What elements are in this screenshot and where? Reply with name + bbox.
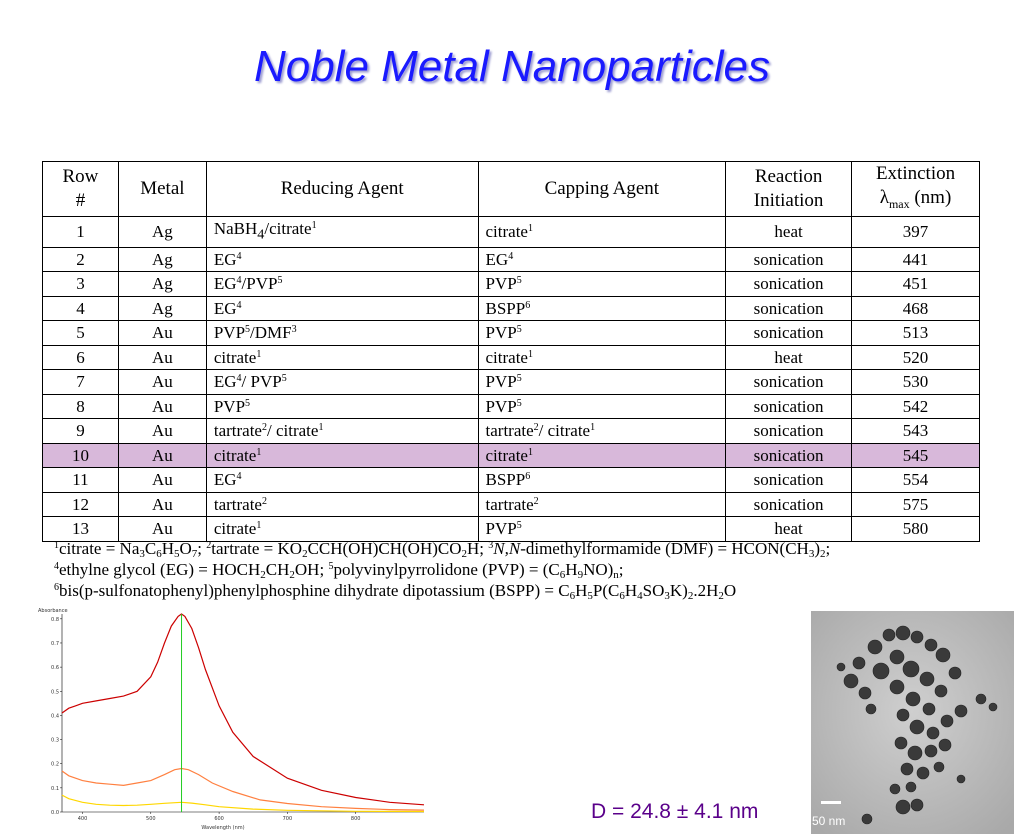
- y-tick-label: 0.6: [51, 665, 59, 672]
- cell-extinction: 575: [852, 492, 980, 517]
- cell-extinction: 545: [852, 443, 980, 468]
- absorbance-spectrum-chart: [36, 606, 428, 832]
- header-capping-agent: Capping Agent: [478, 162, 726, 217]
- cell-initiation: sonication: [726, 443, 852, 468]
- table-row: [43, 272, 980, 297]
- header-reaction-initiation: Reaction Initiation: [726, 162, 852, 217]
- cell-initiation: sonication: [726, 247, 852, 272]
- text-segment: ;: [825, 539, 831, 558]
- text-segment: polyvinylpyrrolidone (PVP) = (C: [333, 560, 560, 579]
- text-segment: EG: [213, 249, 237, 269]
- nanoparticle-table: [42, 161, 980, 542]
- cell-capping-agent: [478, 419, 726, 444]
- cell-initiation: sonication: [726, 296, 852, 321]
- cell-extinction: 441: [852, 247, 980, 272]
- cell-metal: Au: [118, 492, 206, 517]
- cell-extinction: 543: [852, 419, 980, 444]
- cell-row-number: 4: [43, 296, 119, 321]
- text-segment: tartrate: [485, 494, 534, 514]
- footnote-ref: 1: [256, 348, 262, 360]
- text-segment: EG: [213, 274, 237, 294]
- cell-reducing-agent: [206, 296, 478, 321]
- scale-bar: [821, 801, 841, 804]
- text-segment: PVP: [213, 396, 246, 416]
- cell-capping-agent: [478, 370, 726, 395]
- text-segment: H: [575, 581, 588, 600]
- cell-reducing-agent: [206, 321, 478, 346]
- footnote-ref: 5: [245, 397, 251, 409]
- footnote-ref: 4: [236, 275, 242, 287]
- text-segment: / citrate: [538, 421, 591, 441]
- footnote-ref: 4: [54, 561, 59, 572]
- cell-row-number: 7: [43, 370, 119, 395]
- text-segment: EG: [213, 372, 237, 392]
- text-segment: NO): [583, 560, 614, 579]
- text-segment: OH;: [294, 560, 329, 579]
- cell-metal: Au: [118, 419, 206, 444]
- table-row: [43, 419, 980, 444]
- text-segment: ethylne glycol (EG) = HOCH: [59, 560, 261, 579]
- spectrum-line: [62, 614, 424, 805]
- y-tick-label: 0.3: [51, 737, 59, 744]
- cell-extinction: 451: [852, 272, 980, 297]
- text-segment: EG: [485, 249, 509, 269]
- text-segment: citrate: [213, 347, 257, 367]
- footnote-ref: 1: [311, 219, 317, 231]
- table-row: [43, 247, 980, 272]
- header-row-number: Row #: [43, 162, 119, 217]
- text-segment: bis(p-sulfonatophenyl)phenylphosphine dihydrate dipotassium (BSPP) = C: [59, 581, 570, 600]
- slide-title: Noble Metal Nanoparticles: [253, 42, 771, 91]
- footnote-ref: 2: [261, 495, 267, 507]
- subscript: 6: [619, 590, 625, 602]
- text-segment: CH: [265, 560, 290, 579]
- text-segment: PVP: [485, 274, 517, 294]
- text-segment: PVP: [485, 396, 517, 416]
- text-segment: ): [814, 539, 821, 558]
- text-segment: tartrate: [213, 421, 262, 441]
- cell-initiation: sonication: [726, 272, 852, 297]
- subscript: 6: [559, 569, 566, 581]
- footnote-ref: 5: [245, 324, 251, 336]
- cell-reducing-agent: [206, 272, 478, 297]
- footnotes: [54, 538, 830, 601]
- subscript: 2: [302, 548, 308, 560]
- y-tick-label: 0.2: [51, 761, 59, 768]
- subscript: n: [613, 569, 619, 581]
- cell-capping-agent: [478, 247, 726, 272]
- footnote-ref: 4: [236, 471, 242, 483]
- diameter-label: D = 24.8 ± 4.1 nm: [591, 800, 759, 823]
- footnote-ref: 1: [590, 422, 596, 434]
- y-tick-label: 0.7: [51, 640, 59, 647]
- cell-extinction: 513: [852, 321, 980, 346]
- subscript: 6: [569, 590, 576, 602]
- x-tick-label: 400: [77, 816, 88, 822]
- cell-row-number: 12: [43, 492, 119, 517]
- cell-capping-agent: [478, 443, 726, 468]
- cell-extinction: 580: [852, 517, 980, 542]
- footnote-ref: 1: [527, 222, 533, 234]
- cell-extinction: 397: [852, 216, 980, 247]
- cell-extinction: 468: [852, 296, 980, 321]
- text-segment: -dimethylformamide (DMF) = HCON(CH: [520, 539, 809, 558]
- cell-row-number: 10: [43, 443, 119, 468]
- text-segment: K): [669, 581, 688, 600]
- cell-metal: Ag: [118, 216, 206, 247]
- cell-reducing-agent: [206, 492, 478, 517]
- footnote-ref: 5: [277, 275, 283, 287]
- x-tick-label: 700: [282, 816, 293, 822]
- cell-reducing-agent: [206, 419, 478, 444]
- text-segment: /PVP: [241, 274, 278, 294]
- cell-reducing-agent: [206, 345, 478, 370]
- text-segment: BSPP: [485, 470, 526, 490]
- footnote-ref: 3: [488, 540, 494, 551]
- cell-extinction: 542: [852, 394, 980, 419]
- y-axis-label: Absorbance: [38, 608, 68, 614]
- cell-row-number: 5: [43, 321, 119, 346]
- cell-metal: Ag: [118, 296, 206, 321]
- footnote-line-2: [54, 559, 830, 580]
- x-axis-label: Wavelength (nm): [201, 825, 245, 831]
- cell-extinction: 554: [852, 468, 980, 493]
- subscript: 5: [174, 548, 180, 560]
- y-tick-label: 0.1: [51, 785, 59, 792]
- footnote-ref: 1: [256, 446, 262, 458]
- footnote-ref: 2: [533, 495, 539, 507]
- cell-row-number: 11: [43, 468, 119, 493]
- text-segment: PVP: [213, 323, 246, 343]
- text-segment: PVP: [485, 519, 517, 539]
- text-segment: tartrate: [485, 421, 534, 441]
- text-segment: H: [565, 560, 578, 579]
- cell-row-number: 9: [43, 419, 119, 444]
- text-segment: SO: [642, 581, 665, 600]
- cell-row-number: 8: [43, 394, 119, 419]
- cell-initiation: sonication: [726, 492, 852, 517]
- cell-metal: Au: [118, 468, 206, 493]
- cell-initiation: sonication: [726, 394, 852, 419]
- footnote-line-1: [54, 538, 830, 559]
- text-segment: H;: [467, 539, 489, 558]
- y-tick-label: 0.4: [51, 713, 59, 720]
- text-segment: EG: [213, 470, 237, 490]
- cell-capping-agent: [478, 492, 726, 517]
- text-segment: citrate = Na: [59, 539, 140, 558]
- subscript: 3: [139, 548, 145, 560]
- table-row: [43, 345, 980, 370]
- subscript: 6: [156, 548, 162, 560]
- tem-particles-image: [811, 611, 1014, 834]
- table-row: [43, 370, 980, 395]
- footnote-ref: 2: [261, 422, 267, 434]
- cell-reducing-agent: [206, 247, 478, 272]
- cell-metal: Au: [118, 443, 206, 468]
- table-row: [43, 468, 980, 493]
- text-segment: ;: [618, 560, 624, 579]
- cell-reducing-agent: [206, 370, 478, 395]
- scale-label: 50 nm: [812, 814, 846, 828]
- cell-metal: Au: [118, 394, 206, 419]
- cell-metal: Ag: [118, 272, 206, 297]
- cell-reducing-agent: [206, 468, 478, 493]
- text-segment: O: [179, 539, 192, 558]
- footnote-ref: 5: [516, 520, 522, 532]
- text-segment: .2H: [693, 581, 719, 600]
- subscript: 2: [718, 590, 724, 602]
- subscript: 4: [257, 226, 265, 243]
- cell-initiation: sonication: [726, 321, 852, 346]
- cell-extinction: 520: [852, 345, 980, 370]
- cell-initiation: heat: [726, 216, 852, 247]
- subscript: 2: [461, 548, 468, 560]
- text-segment: citrate: [485, 445, 528, 465]
- text-segment: citrate: [213, 519, 257, 539]
- table-row: [43, 492, 980, 517]
- cell-initiation: sonication: [726, 468, 852, 493]
- cell-reducing-agent: [206, 216, 478, 247]
- text-segment: citrate: [213, 445, 257, 465]
- text-segment: N,N: [493, 539, 521, 558]
- footnote-ref: 5: [516, 397, 522, 409]
- footnote-ref: 1: [527, 348, 533, 360]
- x-tick-label: 600: [214, 816, 224, 822]
- cell-metal: Ag: [118, 247, 206, 272]
- cell-initiation: heat: [726, 517, 852, 542]
- header-metal: Metal: [118, 162, 206, 217]
- text-segment: ;: [197, 539, 207, 558]
- table-row: [43, 216, 980, 247]
- text-segment: /citrate: [264, 218, 312, 238]
- cell-initiation: sonication: [726, 370, 852, 395]
- footnote-ref: 3: [291, 324, 297, 336]
- cell-capping-agent: [478, 296, 726, 321]
- text-segment: CCH(OH)CH(OH)CO: [307, 539, 462, 558]
- footnote-ref: 1: [256, 520, 262, 532]
- text-segment: citrate: [485, 347, 528, 367]
- footnote-ref: 4: [508, 250, 514, 262]
- cell-row-number: 1: [43, 216, 119, 247]
- text-segment: EG: [213, 298, 237, 318]
- text-segment: /DMF: [250, 323, 292, 343]
- cell-row-number: 6: [43, 345, 119, 370]
- footnote-ref: 6: [54, 582, 59, 593]
- subscript: 2: [260, 569, 266, 581]
- y-tick-label: 0.8: [51, 616, 59, 623]
- table-row: [43, 443, 980, 468]
- text-segment: H: [161, 539, 175, 558]
- footnote-ref: 5: [516, 324, 522, 336]
- subscript: 4: [637, 590, 643, 602]
- text-segment: P(C: [592, 581, 620, 600]
- text-segment: tartrate = KO: [211, 539, 303, 558]
- cell-capping-agent: [478, 345, 726, 370]
- text-segment: / PVP: [241, 372, 282, 392]
- cell-reducing-agent: [206, 394, 478, 419]
- subscript: 3: [808, 548, 815, 560]
- text-segment: NaBH: [213, 218, 258, 238]
- x-tick-label: 800: [350, 816, 361, 822]
- subscript: 9: [577, 569, 584, 581]
- subscript: 2: [687, 590, 694, 602]
- subscript: 3: [664, 590, 670, 602]
- footnote-ref: 4: [236, 250, 242, 262]
- cell-metal: Au: [118, 370, 206, 395]
- table-body: [43, 216, 980, 541]
- cell-metal: Au: [118, 517, 206, 542]
- text-segment: BSPP: [485, 298, 526, 318]
- text-segment: / citrate: [266, 421, 319, 441]
- footnote-ref: 6: [525, 299, 531, 311]
- header-reducing-agent: Reducing Agent: [206, 162, 478, 217]
- footnote-ref: 2: [206, 540, 212, 551]
- footnote-ref: 1: [527, 446, 533, 458]
- footnote-ref: 6: [525, 471, 531, 483]
- text-segment: tartrate: [213, 494, 262, 514]
- header-extinction: Extinction $\lambda_{max}$ (nm): [852, 162, 980, 217]
- subscript: 2: [820, 548, 826, 560]
- subscript: 5: [587, 590, 593, 602]
- text-segment: citrate: [485, 221, 528, 241]
- table-row: [43, 321, 980, 346]
- footnote-ref: 5: [516, 275, 522, 287]
- cell-metal: Au: [118, 345, 206, 370]
- cell-row-number: 2: [43, 247, 119, 272]
- cell-initiation: heat: [726, 345, 852, 370]
- footnote-ref: 5: [516, 373, 522, 385]
- cell-initiation: sonication: [726, 419, 852, 444]
- footnote-ref: 5: [328, 561, 334, 572]
- cell-capping-agent: [478, 394, 726, 419]
- y-tick-label: 0.0: [51, 810, 59, 816]
- table-row: [43, 296, 980, 321]
- text-segment: PVP: [485, 372, 517, 392]
- cell-row-number: 3: [43, 272, 119, 297]
- table-header: [43, 162, 980, 217]
- text-segment: H: [624, 581, 638, 600]
- cell-extinction: 530: [852, 370, 980, 395]
- cell-row-number: 13: [43, 517, 119, 542]
- footnote-ref: 4: [236, 373, 242, 385]
- footnote-ref: 2: [533, 422, 539, 434]
- footnote-ref: 1: [318, 422, 324, 434]
- table-row: [43, 394, 980, 419]
- cell-capping-agent: [478, 216, 726, 247]
- footnote-ref: 1: [54, 540, 59, 551]
- cell-capping-agent: [478, 272, 726, 297]
- text-segment: PVP: [485, 323, 517, 343]
- tem-micrograph: [811, 611, 1014, 834]
- text-segment: O: [723, 581, 737, 600]
- cell-metal: Au: [118, 321, 206, 346]
- footnote-ref: 5: [281, 373, 287, 385]
- footnote-ref: 4: [236, 299, 242, 311]
- spectrum-line: [62, 769, 424, 811]
- cell-reducing-agent: [206, 443, 478, 468]
- cell-capping-agent: [478, 468, 726, 493]
- subscript: 7: [191, 548, 198, 560]
- text-segment: C: [144, 539, 157, 558]
- y-tick-label: 0.5: [51, 689, 59, 696]
- x-tick-label: 500: [146, 816, 156, 822]
- footnote-line-3: [54, 580, 830, 601]
- cell-capping-agent: [478, 321, 726, 346]
- subscript: 2: [289, 569, 295, 581]
